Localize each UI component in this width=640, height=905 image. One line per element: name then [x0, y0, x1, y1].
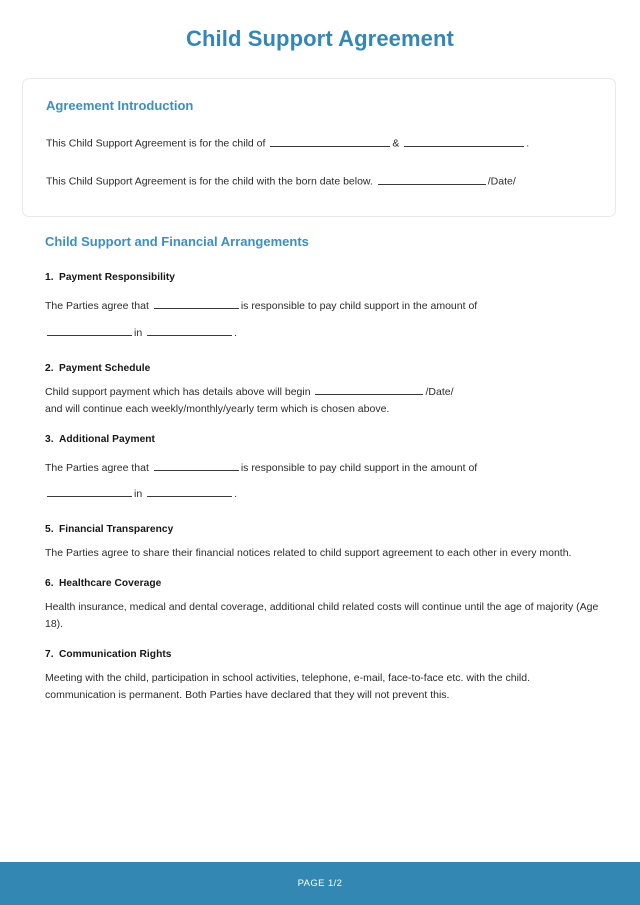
intro-line-2-text-before: This Child Support Agreement is for the child with the born date below. [46, 175, 376, 188]
agreement-introduction-heading: Agreement Introduction [46, 98, 194, 113]
page-title: Child Support Agreement [186, 26, 454, 51]
clause-body: Meeting with the child, participation in school activities, telephone, e-mail, face-to-face etc. with the child. communication is permanent. Both Parties have declared that they will not prevent this. [45, 672, 530, 702]
clause-1-part-3: in [134, 326, 146, 339]
clause-number: 5. [45, 524, 54, 536]
clause-3-part-3: in [134, 488, 146, 501]
start-date-blank[interactable] [315, 385, 423, 395]
clause-2-part-3: and will continue each weekly/monthly/yearly term which is chosen above. [45, 402, 390, 415]
intro-line-2-text-after: /Date/ [487, 175, 516, 188]
clause-body [45, 455, 602, 509]
clause-list [45, 272, 602, 720]
clause-title-text: Financial Transparency [59, 524, 174, 536]
additional-frequency-blank[interactable] [147, 488, 232, 498]
amount-blank[interactable] [47, 326, 132, 336]
intro-line-1-text-before: This Child Support Agreement is for the child of [46, 137, 269, 150]
intro-line-child-names [46, 137, 529, 150]
clause-title-text: Additional Payment [59, 433, 155, 445]
clause-number: 3. [45, 433, 54, 445]
clause-payment-schedule [45, 363, 602, 418]
born-date-blank[interactable] [378, 175, 486, 185]
intro-line-born-date [46, 175, 516, 188]
agreement-introduction-card [22, 78, 616, 217]
child-name-blank-1[interactable] [270, 137, 390, 147]
main-section-heading: Child Support and Financial Arrangements [45, 234, 309, 249]
clause-title [45, 649, 602, 660]
clause-1-part-4: . [234, 326, 238, 339]
clause-healthcare-coverage [45, 578, 602, 633]
clause-3-part-2: is responsible to pay child support in the amount of [240, 461, 478, 474]
clause-body [45, 384, 602, 418]
clause-title-text: Communication Rights [59, 649, 172, 661]
clause-title-text: Healthcare Coverage [59, 578, 162, 590]
clause-2-part-1: Child support payment which has details above will begin [45, 385, 314, 398]
clause-title-text: Payment Responsibility [59, 272, 176, 283]
clause-number: 6. [45, 578, 54, 590]
clause-body: Health insurance, medical and dental coverage, additional child related costs will continue until the age of majority (Age 18). [45, 601, 599, 631]
payer-name-blank[interactable] [154, 299, 239, 309]
clause-title [45, 578, 602, 589]
clause-number: 2. [45, 362, 54, 374]
clause-title [45, 363, 602, 374]
intro-line-1-text-after: . [526, 137, 530, 150]
clause-number: 7. [45, 649, 54, 661]
clause-title [45, 434, 602, 445]
clause-title [45, 524, 602, 535]
clause-1-part-1: The Parties agree that [45, 300, 152, 312]
clause-1-part-2: is responsible to pay child support in the amount of [240, 300, 478, 312]
additional-payer-name-blank[interactable] [154, 461, 239, 471]
clause-3-part-4: . [234, 488, 238, 501]
child-name-blank-2[interactable] [404, 137, 524, 147]
clause-3-part-1: The Parties agree that [45, 461, 152, 474]
clause-financial-transparency [45, 524, 602, 562]
page-number-label: PAGE 1/2 [297, 878, 343, 889]
additional-amount-blank[interactable] [47, 488, 132, 498]
clause-additional-payment [45, 434, 602, 509]
clause-payment-responsibility [45, 272, 602, 347]
intro-line-1-separator: & [392, 137, 403, 150]
clause-title [45, 272, 602, 283]
page-footer-bar [0, 862, 640, 905]
clause-number: 1. [45, 272, 54, 283]
clause-body [45, 293, 602, 347]
clause-title-text: Payment Schedule [59, 362, 151, 374]
clause-2-part-2: /Date/ [425, 385, 454, 398]
clause-communication-rights [45, 649, 602, 704]
clause-body: The Parties agree to share their financial notices related to child support agreement to each other in every month. [45, 547, 572, 560]
frequency-blank[interactable] [147, 326, 232, 336]
